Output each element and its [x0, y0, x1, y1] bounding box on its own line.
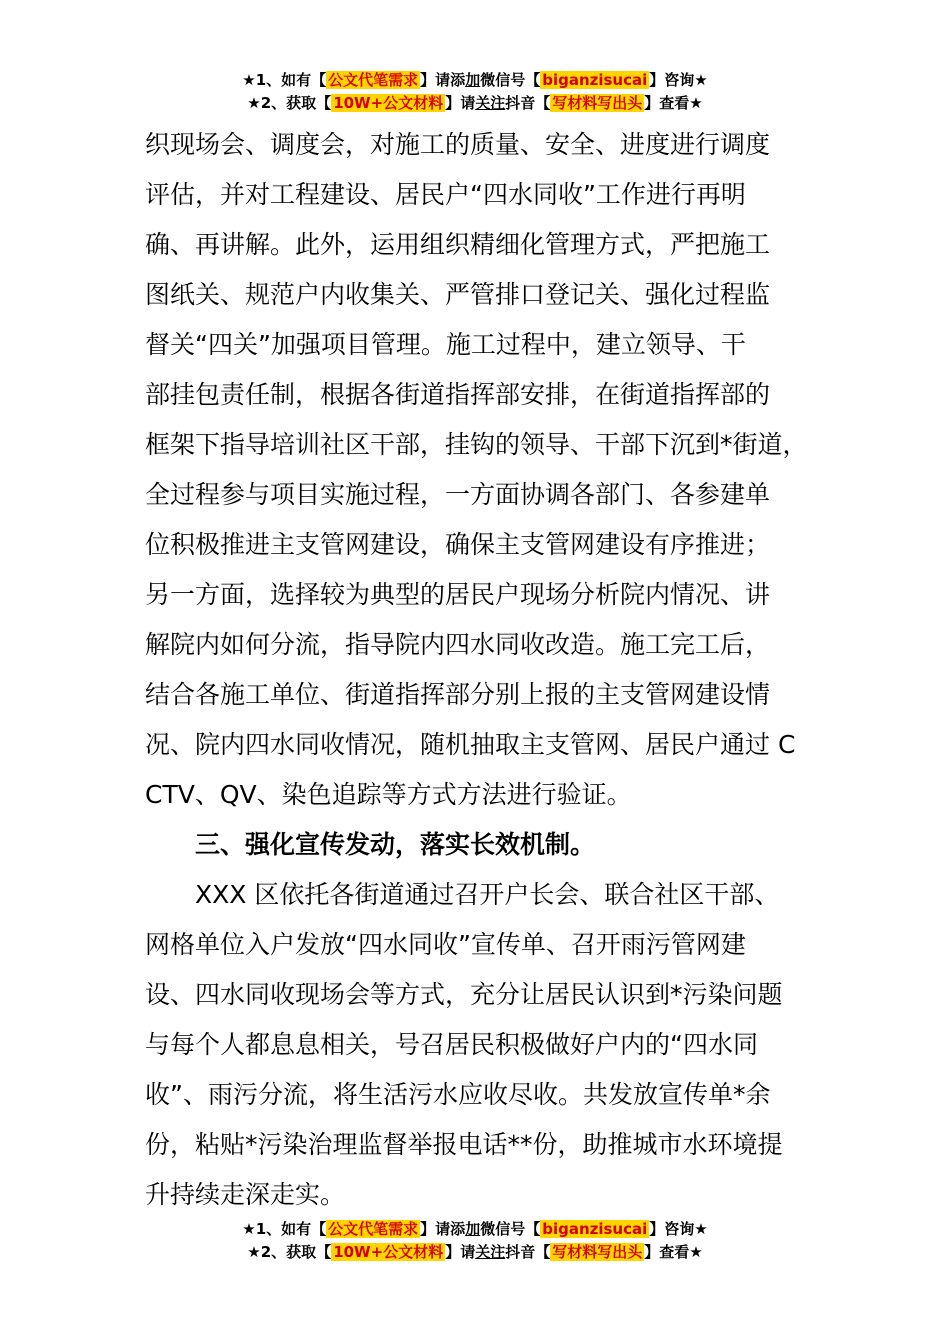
highlight-materials: 10W+公文材料	[333, 94, 444, 112]
banner-underlined-text: 加	[465, 71, 481, 89]
footer-banner	[0, 1218, 950, 1264]
highlight-douyin-account: 写材料写出头	[552, 94, 643, 112]
banner-text: 】请	[445, 1243, 476, 1261]
banner-line-1	[0, 1218, 950, 1241]
body-line: 部挂包责任制，根据各街道指挥部安排，在街道指挥部的	[145, 380, 771, 409]
body-line: 份，粘贴*污染治理监督举报电话**份，助推城市水环境提	[145, 1130, 783, 1159]
banner-text: ★2、获取【	[247, 94, 332, 112]
highlight-service: 公文代笔需求	[328, 1220, 419, 1238]
banner-text: 抖音【	[505, 94, 551, 112]
body-line: 督关“四关”加强项目管理。施工过程中，建立领导、干	[145, 330, 746, 359]
highlight-wechat-id: biganzisucai	[542, 71, 648, 89]
section-heading: 三、强化宣传发动，落实长效机制。	[195, 830, 596, 859]
body-line: 收”、雨污分流，将生活污水应收尽收。共发放宣传单*余	[145, 1080, 771, 1109]
banner-text: ★1、如有【	[242, 1220, 327, 1238]
banner-underlined-text: 加	[465, 1220, 481, 1238]
body-line: 图纸关、规范户内收集关、严管排口登记关、强化过程监	[145, 280, 771, 309]
body-line: 况、院内四水同收情况，随机抽取主支管网、居民户通过 C	[145, 730, 796, 759]
body-line: 全过程参与项目实施过程，一方面协调各部门、各参建单	[145, 480, 771, 509]
banner-line-2	[0, 1241, 950, 1264]
body-line: 解院内如何分流，指导院内四水同收改造。施工完工后，	[145, 630, 771, 659]
body-line: 确、再讲解。此外，运用组织精细化管理方式，严把施工	[145, 230, 771, 259]
banner-underlined-text: 关注	[475, 94, 506, 112]
highlight-wechat-id: biganzisucai	[542, 1220, 648, 1238]
banner-text: 】咨询★	[649, 71, 708, 89]
banner-text: 微信号【	[480, 71, 541, 89]
banner-text: 微信号【	[480, 1220, 541, 1238]
highlight-douyin-account: 写材料写出头	[552, 1243, 643, 1261]
banner-underlined-text: 关注	[475, 1243, 506, 1261]
body-line: 评估，并对工程建设、居民户“四水同收”工作进行再明	[145, 180, 746, 209]
banner-text: 】查看★	[644, 94, 703, 112]
body-line: 与每个人都息息相关，号召居民积极做好户内的“四水同	[145, 1030, 758, 1059]
highlight-materials: 10W+公文材料	[333, 1243, 444, 1261]
body-line: 位积极推进主支管网建设，确保主支管网建设有序推进；	[145, 530, 771, 559]
banner-text: ★1、如有【	[242, 71, 327, 89]
body-line: 网格单位入户发放“四水同收”宣传单、召开雨污管网建	[145, 930, 746, 959]
document-body	[145, 120, 845, 1220]
body-line: 设、四水同收现场会等方式，充分让居民认识到*污染问题	[145, 980, 783, 1009]
body-line: 织现场会、调度会，对施工的质量、安全、进度进行调度	[145, 130, 771, 159]
body-line: CTV、QV、染色追踪等方式方法进行验证。	[145, 780, 632, 809]
banner-text: 】请	[445, 94, 476, 112]
banner-text: 】请添	[420, 71, 466, 89]
body-line: 框架下指导培训社区干部，挂钩的领导、干部下沉到*街道，	[145, 430, 808, 459]
banner-text: 】咨询★	[649, 1220, 708, 1238]
banner-text: 抖音【	[505, 1243, 551, 1261]
highlight-service: 公文代笔需求	[328, 71, 419, 89]
banner-text: 】查看★	[644, 1243, 703, 1261]
banner-line-1	[0, 69, 950, 92]
body-line: 结合各施工单位、街道指挥部分别上报的主支管网建设情	[145, 680, 771, 709]
header-banner	[0, 69, 950, 115]
body-line: 升持续走深走实。	[145, 1180, 346, 1209]
banner-text: 】请添	[420, 1220, 466, 1238]
paragraph-first-line: XXX 区依托各街道通过召开户长会、联合社区干部、	[195, 880, 780, 909]
banner-line-2	[0, 92, 950, 115]
banner-text: ★2、获取【	[247, 1243, 332, 1261]
body-line: 另一方面，选择较为典型的居民户现场分析院内情况、讲	[145, 580, 771, 609]
